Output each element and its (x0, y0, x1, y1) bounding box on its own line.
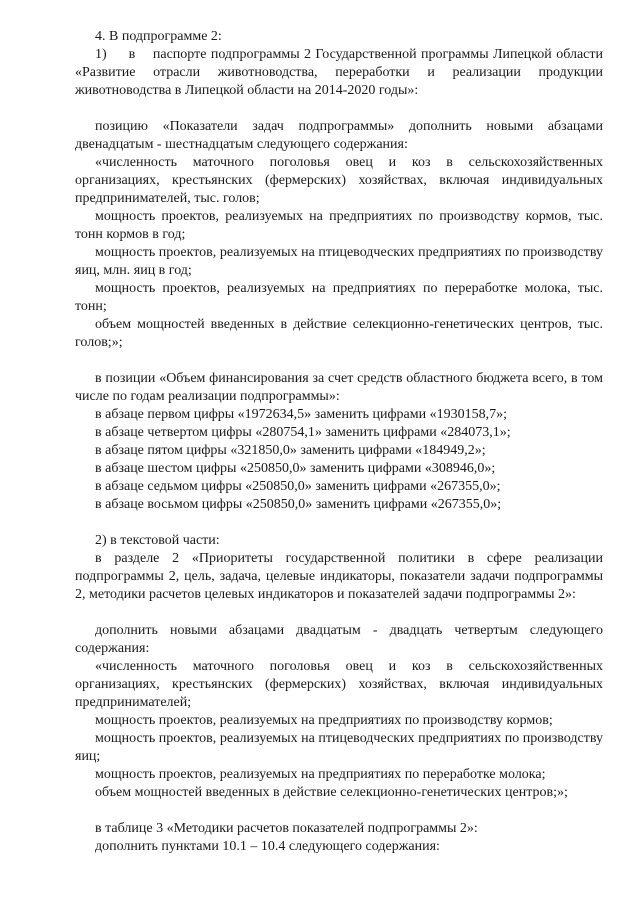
item-1-passport: 1) в паспорте подпрограммы 2 Государственной программы Липецкой области «Развитие отрасли животноводства, переработки и реализации продукции животноводства в Липецкой области на 2014-2020 годы»: (75, 47, 603, 98)
paragraph-quote-livestock: «численность маточного поголовья овец и коз в сельскохозяйственных организациях, крестьянских (фермерских) хозяйствах, включая индивидуальных предпринимателей, тыс. голов; (75, 155, 603, 206)
paragraph-add-new: дополнить новыми абзацами двадцатым - двадцать четвертым следующего содержания: (75, 623, 603, 656)
paragraph-egg-capacity: мощность проектов, реализуемых на птицеводческих предприятиях по производству яиц, млн. яиц в год; (75, 245, 603, 278)
paragraph-table-3: в таблице 3 «Методики расчетов показателей подпрограммы 2»: (95, 821, 478, 836)
financing-line-6: в абзаце восьмом цифры «250850,0» заменить цифрами «267355,0»; (95, 497, 502, 512)
paragraph-genetic-centers: объем мощностей введенных в действие селекционно-генетических центров, тыс. голов;»; (75, 317, 603, 350)
financing-line-5: в абзаце седьмом цифры «250850,0» заменить цифрами «267355,0»; (95, 479, 501, 494)
financing-line-2: в абзаце четвертом цифры «280754,1» заменить цифрами «284073,1»; (95, 425, 511, 440)
paragraph-milk-capacity: мощность проектов, реализуемых на предприятиях по переработке молока, тыс. тонн; (75, 281, 603, 314)
paragraph-section-2: в разделе 2 «Приоритеты государственной политики в сфере реализации подпрограммы 2, цель, задача, целевые индикаторы, показатели задачи подпрограммы 2, методики расчетов целевых индикаторов и показателей задачи подпрограммы 2»: (75, 551, 603, 602)
paragraph-r-egg: мощность проектов, реализуемых на птицеводческих предприятиях по производству яиц; (75, 731, 603, 764)
paragraph-r-genetic: объем мощностей введенных в действие селекционно-генетических центров;»; (95, 785, 568, 800)
financing-line-4: в абзаце шестом цифры «250850,0» заменить цифрами «308946,0»; (95, 461, 496, 476)
paragraph-financing: в позиции «Объем финансирования за счет средств областного бюджета всего, в том числе по годам реализации подпрограммы»: (75, 371, 603, 404)
paragraph-feed-capacity: мощность проектов, реализуемых на предприятиях по производству кормов, тыс. тонн кормов в год; (75, 209, 603, 242)
item-2-text-part: 2) в текстовой части: (95, 533, 220, 548)
paragraph-r-feed: мощность проектов, реализуемых на предприятиях по производству кормов; (95, 713, 553, 728)
paragraph-r-livestock: «численность маточного поголовья овец и коз в сельскохозяйственных организациях, крестьянских (фермерских) хозяйствах, включая индивидуальных предпринимателей; (75, 659, 603, 710)
paragraph-r-milk: мощность проектов, реализуемых на предприятиях по переработке молока; (95, 767, 546, 782)
financing-line-3: в абзаце пятом цифры «321850,0» заменить цифрами «184949,2»; (95, 443, 486, 458)
financing-line-1: в абзаце первом цифры «1972634,5» заменить цифрами «1930158,7»; (95, 407, 507, 422)
paragraph-position-indicators: позицию «Показатели задач подпрограммы» дополнить новыми абзацами двенадцатым - шестнадцатым следующего содержания: (75, 119, 603, 152)
paragraph-add-points: дополнить пунктами 10.1 – 10.4 следующего содержания: (95, 839, 440, 854)
section-title: 4. В подпрограмме 2: (95, 29, 222, 44)
